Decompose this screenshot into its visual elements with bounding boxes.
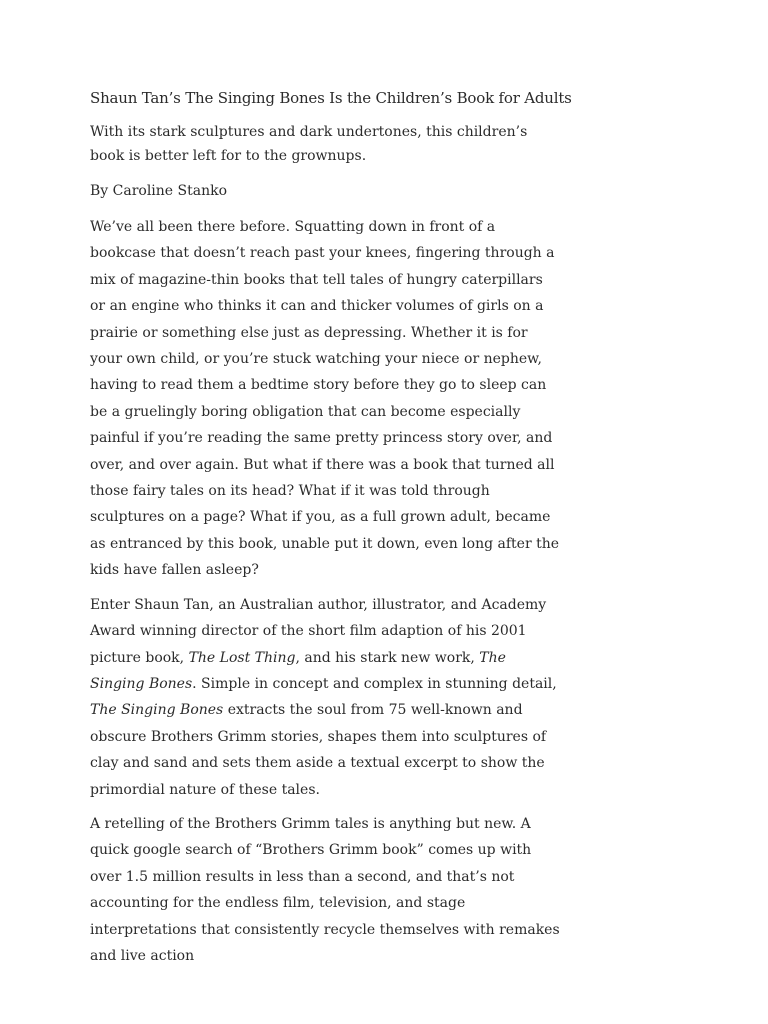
paragraph-text: extracts the soul from 75 well-known and obscure Brothers Grimm stories, shapes them into sculptures of clay and sand and sets them aside a textual excerpt to show the primordial nature of these tales. bbox=[90, 702, 547, 798]
article bbox=[90, 86, 572, 977]
paragraph-text: . Simple in concept and complex in stunning detail, bbox=[192, 675, 557, 692]
book-title-italic: The Singing Bones bbox=[90, 649, 506, 692]
article-subtitle: With its stark sculptures and dark undertones, this children’s book is better left for to the grownups. bbox=[90, 124, 528, 164]
paragraph-retelling: A retelling of the Brothers Grimm tales is anything but new. A quick google search of “Brothers Grimm book” comes up with over 1.5 million results in less than a second, and that’s not accounting for the endless film, television, and stage interpretations that consistently recycle themselves with remakes and live action bbox=[90, 815, 560, 964]
paragraph-shaun-tan bbox=[90, 592, 560, 803]
article-title: Shaun Tan’s The Singing Bones Is the Children’s Book for Adults bbox=[90, 89, 572, 107]
paragraph-text: , and his stark new work, bbox=[295, 649, 480, 666]
paragraph-intro: We’ve all been there before. Squatting down in front of a bookcase that doesn’t reach past your knees, fingering through a mix of magazine-thin books that tell tales of hungry caterpillars or an engine who thinks it can and thicker volumes of girls on a prairie or something else just as depressing. Whether it is for your own child, or you’re stuck watching your niece or nephew, having to read them a bedtime story before they go to sleep can be a gruelingly boring obligation that can become especially painful if you’re reading the same pretty princess story over, and over, and over again. But what if there was a book that turned all those fairy tales on its head? What if it was told through sculptures on a page? What if you, as a full grown adult, became as entranced by this book, unable put it down, even long after the kids have fallen asleep? bbox=[90, 219, 560, 579]
paragraph-text: Enter Shaun Tan, an Australian author, illustrator, and Academy Award winning director of the short film adaption of his 2001 picture book, bbox=[90, 596, 547, 666]
book-title-italic: The Singing Bones bbox=[90, 702, 224, 719]
byline: By Caroline Stanko bbox=[90, 183, 228, 199]
book-title-italic: The Lost Thing bbox=[188, 649, 296, 666]
